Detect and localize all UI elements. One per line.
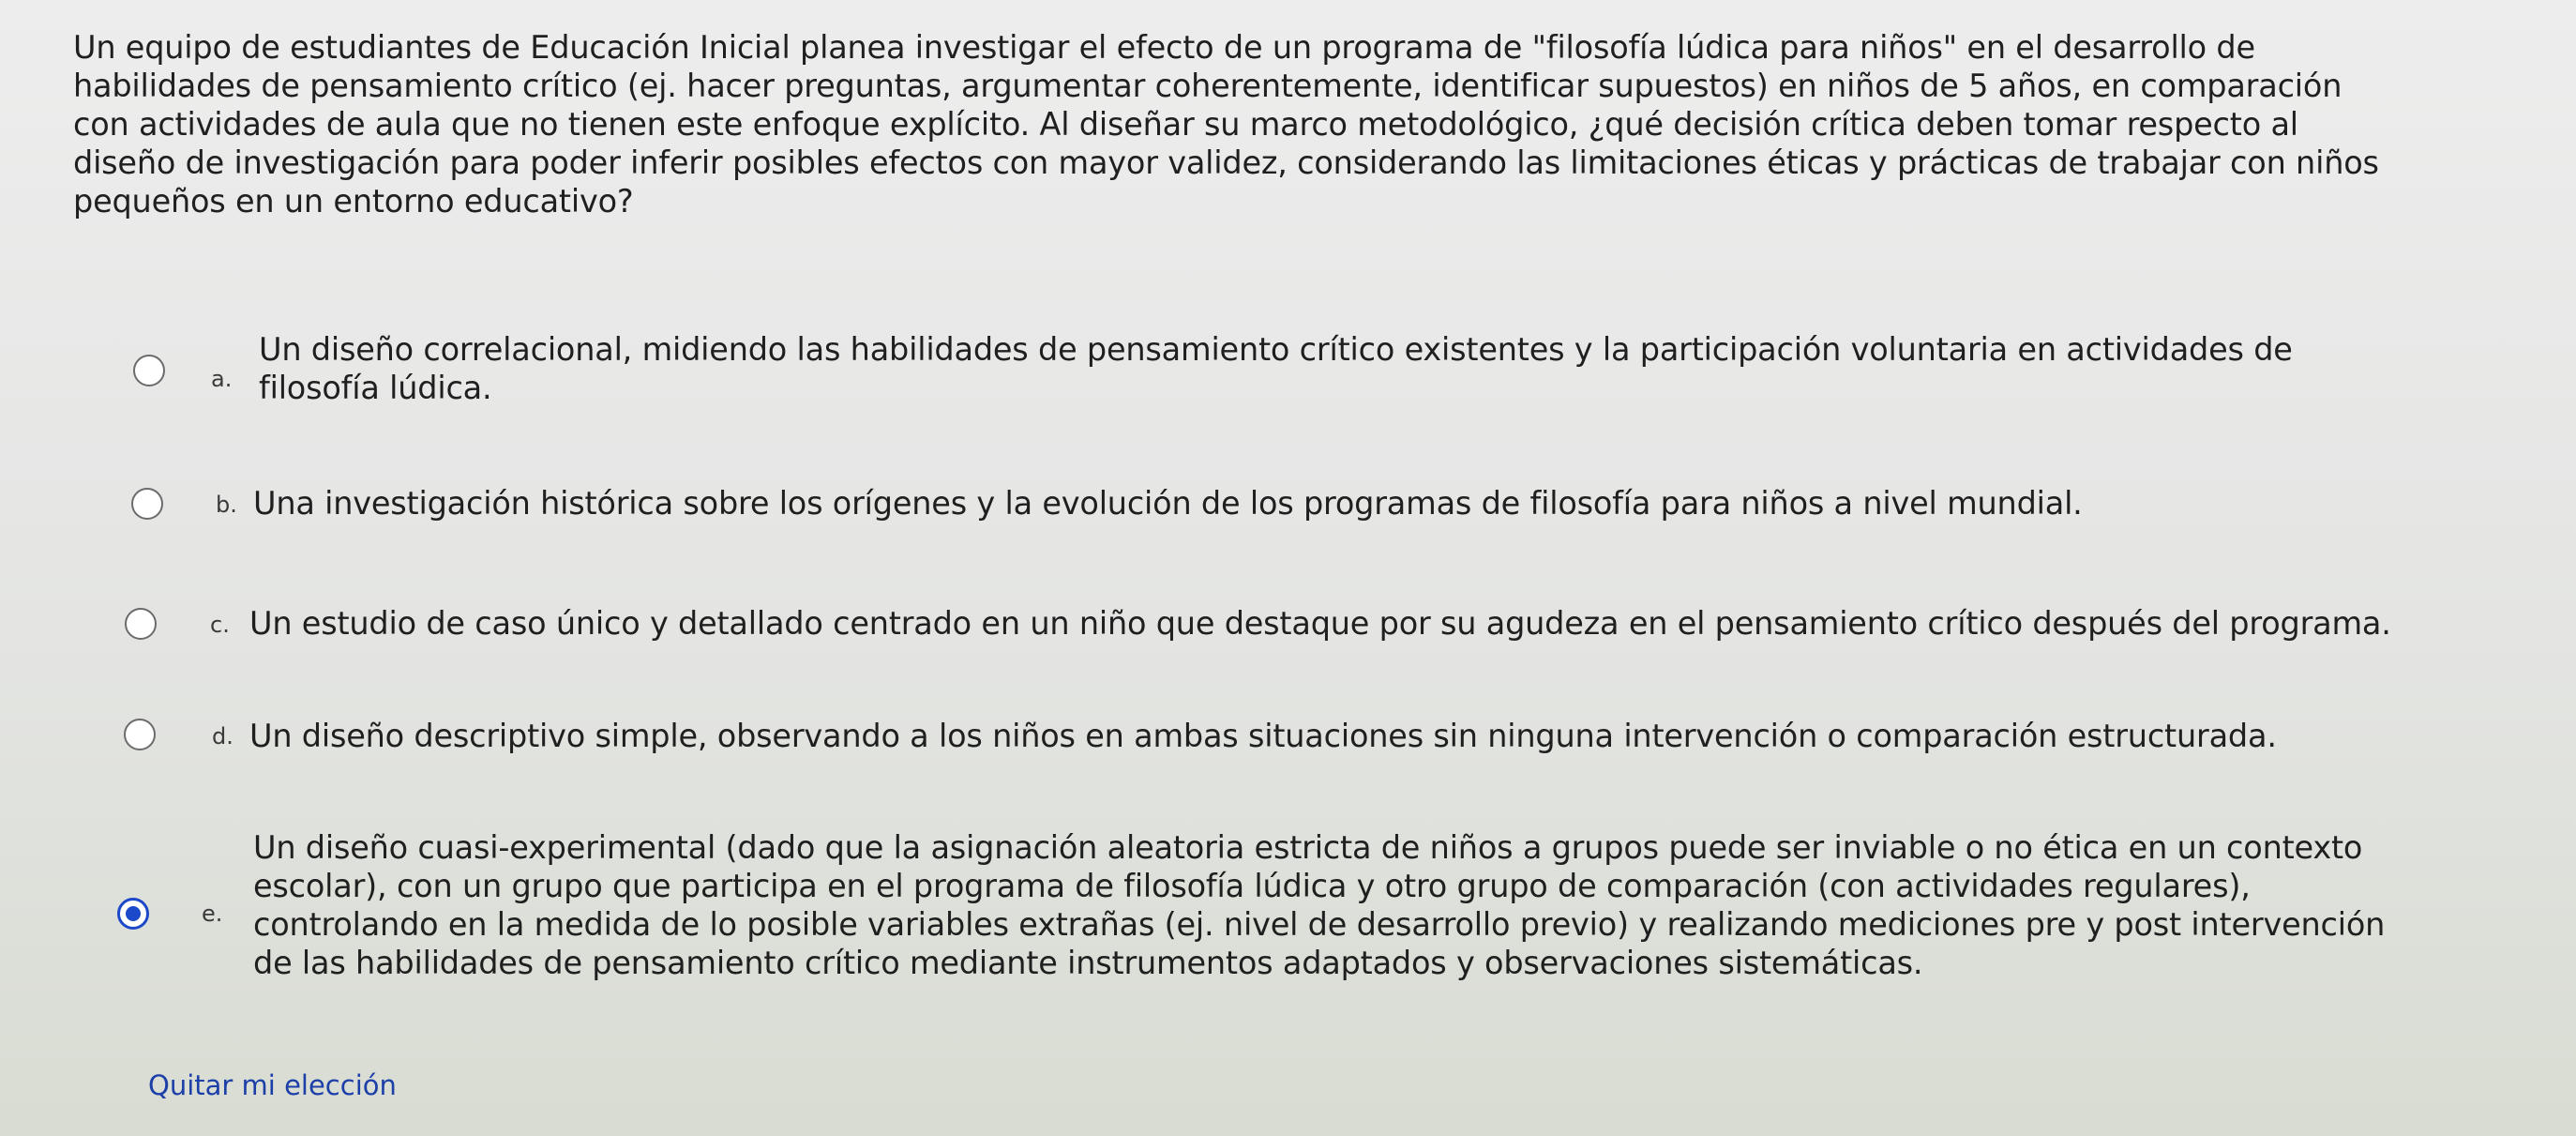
radio-button-c[interactable] — [125, 608, 157, 640]
option-letter-b: b. — [216, 492, 237, 518]
radio-button-d[interactable] — [124, 719, 156, 750]
option-letter-d: d. — [212, 723, 233, 750]
clear-choice-link[interactable]: Quitar mi elección — [148, 1069, 397, 1101]
radio-button-b[interactable] — [131, 488, 163, 520]
option-text-c: Un estudio de caso único y detallado centrado en un niño que destaque por su agudeza en el pensamiento crítico después del programa. — [249, 605, 2391, 642]
question-text: Un equipo de estudiantes de Educación Inicial planea investigar el efecto de un programa de "filosofía lúdica para niños" en el desarrollo de habilidades de pensamiento crítico (ej. hacer preguntas, argumentar coherentemente, identificar supuestos) en niños de 5 años, en comparación con actividades de aula que no tienen este enfoque explícito. Al diseñar su marco metodológico, ¿qué decisión crítica deben tomar respecto al diseño de investigación para poder inferir posibles efectos con mayor validez, considerando las limitaciones éticas y prácticas de trabajar con niños pequeños en un entorno educativo? — [73, 29, 2379, 220]
option-letter-e: e. — [202, 901, 223, 927]
option-letter-a: a. — [211, 366, 233, 392]
radio-button-e[interactable] — [117, 898, 149, 930]
radio-button-a[interactable] — [133, 355, 165, 386]
option-text-a: Un diseño correlacional, midiendo las habilidades de pensamiento crítico existentes y la participación voluntaria en actividades de filosofía lúdica. — [259, 331, 2293, 406]
option-text-e: Un diseño cuasi-experimental (dado que la asignación aleatoria estricta de niños a grupos puede ser inviable o no ética en un contexto escolar), con un grupo que participa en el programa de filosofía lúdica y otro grupo de comparación (con actividades regulares), controlando en la medida de lo posible variables extrañas (ej. nivel de desarrollo previo) y realizando mediciones pre y post intervención de las habilidades de pensamiento crítico mediante instrumentos adaptados y observaciones sistemáticas. — [253, 829, 2386, 981]
option-text-d: Un diseño descriptivo simple, observando a los niños en ambas situaciones sin ninguna intervención o comparación estructurada. — [249, 718, 2277, 754]
option-text-b: Una investigación histórica sobre los orígenes y la evolución de los programas de filosofía para niños a nivel mundial. — [253, 485, 2083, 522]
option-letter-c: c. — [210, 612, 230, 638]
